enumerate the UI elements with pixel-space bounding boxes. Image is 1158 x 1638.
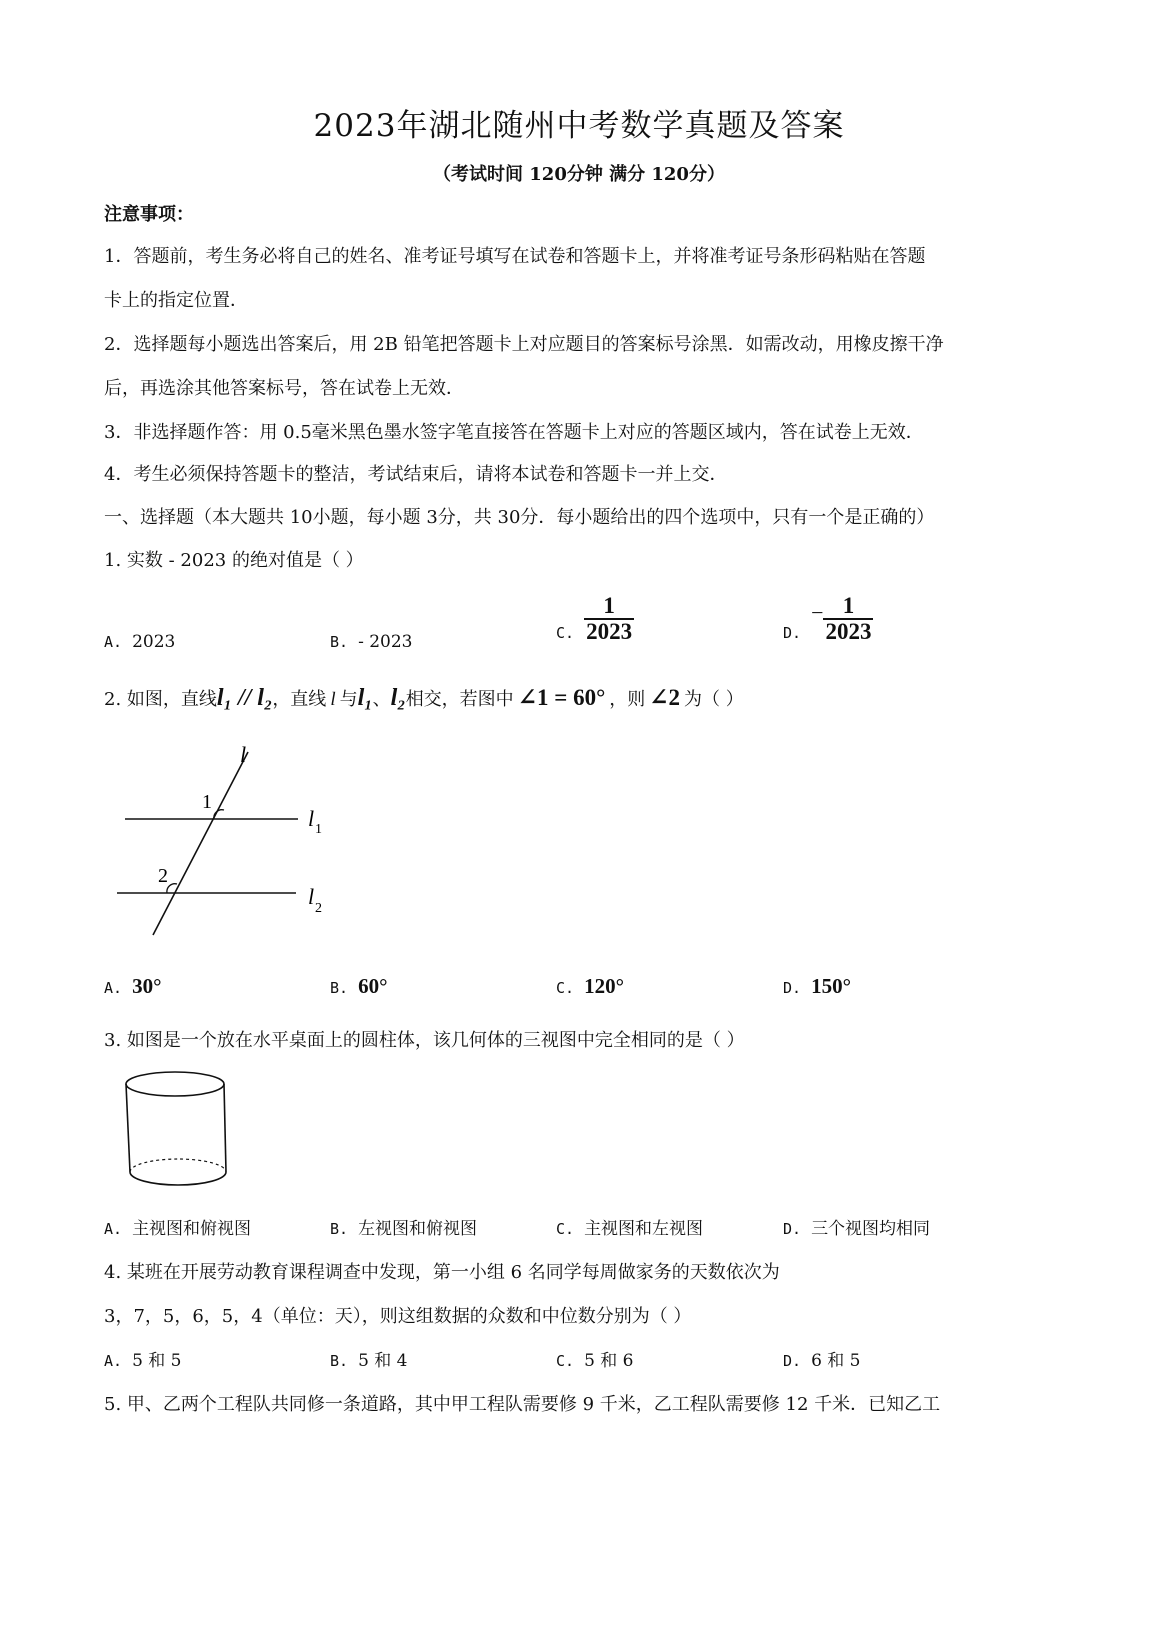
- transversal-line: [153, 752, 248, 935]
- option-text: 左视图和俯视图: [358, 1219, 478, 1239]
- q2-option-d: [783, 974, 851, 999]
- q2-text: ，则: [609, 689, 646, 710]
- option-text: 主视图和俯视图: [132, 1219, 252, 1239]
- page-title: 2023年湖北随州中考数学真题及答案: [313, 108, 845, 144]
- option-text: 主视图和左视图: [584, 1219, 704, 1239]
- option-text: 5 和 6: [584, 1351, 634, 1371]
- option-label: A.: [104, 1220, 123, 1238]
- q1-option-c: [556, 594, 634, 644]
- q2-text: ，直线: [272, 689, 327, 710]
- parallel-expr: l₁ // l₂: [216, 685, 273, 711]
- q2-text: 相交，若图中: [405, 689, 514, 710]
- question-1-stem: 1. 实数 - 2023 的绝对值是（ ）: [104, 550, 364, 571]
- parallel-lines-figure: [100, 740, 360, 950]
- question-2-stem: [104, 684, 744, 712]
- question-4-stem-cont: 3，7，5，6，5，4（单位：天），则这组数据的众数和中位数分别为（ ）: [104, 1306, 692, 1327]
- q4-option-c: [556, 1346, 634, 1371]
- option-text: 三个视图均相同: [811, 1219, 931, 1239]
- cylinder-figure: [118, 1062, 238, 1202]
- line-l: l: [330, 689, 336, 710]
- label-l1-sub: 1: [315, 822, 322, 837]
- notice-item-2: 2．选择题每小题选出答案后，用 2B 铅笔把答题卡上对应题目的答案标号涂黑．如需改动，用橡皮擦干净: [104, 334, 944, 355]
- notice-item-3: 3．非选择题作答：用 0.5毫米黑色墨水签字笔直接答在答题卡上对应的答题区域内，答在试卷上无效．: [104, 422, 924, 443]
- option-text: 30°: [132, 974, 162, 998]
- option-label: C.: [556, 979, 575, 997]
- q2-option-c: [556, 974, 624, 999]
- option-text: - 2023: [358, 632, 413, 652]
- minus-sign: −: [811, 600, 824, 626]
- angle-label-2: 2: [158, 865, 168, 887]
- notice-item-4: 4．考生必须保持答题卡的整洁，考试结束后，请将本试卷和答题卡一并上交．: [104, 464, 728, 485]
- option-label: A.: [104, 633, 123, 651]
- cylinder-bottom-front: [130, 1172, 226, 1185]
- q2-text: 、: [372, 689, 391, 710]
- label-l2: l: [308, 884, 315, 909]
- q3-option-a: [104, 1214, 251, 1239]
- option-text: 5 和 4: [358, 1351, 408, 1371]
- option-text: 150°: [811, 974, 851, 998]
- angle-1-expr: ∠1 = 60°: [517, 685, 606, 710]
- label-l2-sub: 2: [315, 901, 322, 916]
- notice-item-1-cont: 卡上的指定位置．: [104, 290, 248, 311]
- q1-option-b: [330, 632, 412, 652]
- notice-heading: 注意事项：: [104, 204, 194, 225]
- option-text: 6 和 5: [811, 1351, 861, 1371]
- notice-item-1: 1．答题前，考生务必将自己的姓名、准考证号填写在试卷和答题卡上，并将准考证号条形码粘贴在答题: [104, 246, 926, 267]
- denominator: 2023: [825, 619, 872, 645]
- q2-text: 为（ ）: [684, 689, 744, 710]
- denominator: 2023: [586, 619, 633, 645]
- notice-item-2-cont: 后，再选涂其他答案标号，答在试卷上无效．: [104, 378, 464, 399]
- option-label: A.: [104, 979, 123, 997]
- option-text: 2023: [132, 632, 176, 652]
- cylinder-top: [126, 1072, 224, 1096]
- option-label: B.: [330, 979, 349, 997]
- q2-option-b: [330, 974, 387, 999]
- question-3-stem: 3. 如图是一个放在水平桌面上的圆柱体，该几何体的三视图中完全相同的是（ ）: [104, 1030, 745, 1051]
- option-label: C.: [556, 1352, 575, 1370]
- numerator: 1: [842, 593, 855, 618]
- option-label: B.: [330, 1220, 349, 1238]
- label-l: l: [240, 742, 247, 767]
- option-text: 5 和 5: [132, 1351, 182, 1371]
- option-label: D.: [783, 624, 802, 643]
- q1-option-a: [104, 632, 175, 652]
- line-l2: l₂: [390, 685, 406, 711]
- angle-2-expr: ∠2: [649, 685, 681, 710]
- question-4-stem: 4. 某班在开展劳动教育课程调查中发现，第一小组 6 名同学每周做家务的天数依次为: [104, 1262, 780, 1283]
- question-5-stem: 5. 甲、乙两个工程队共同修一条道路，其中甲工程队需要修 9 千米，乙工程队需要修 12 千米．已知乙工: [104, 1394, 941, 1415]
- label-l1: l: [308, 806, 315, 831]
- section-heading: 一、选择题（本大题共 10小题，每小题 3分，共 30分．每小题给出的四个选项中，只有一个是正确的）: [104, 507, 935, 528]
- q3-option-d: [783, 1214, 930, 1239]
- q2-option-a: [104, 974, 161, 999]
- fraction: [584, 594, 634, 644]
- q4-option-b: [330, 1346, 408, 1371]
- option-label: D.: [783, 1220, 802, 1238]
- option-label: D.: [783, 979, 802, 997]
- fraction: [823, 594, 873, 644]
- q1-option-d: [783, 594, 873, 644]
- angle-label-1: 1: [202, 791, 212, 813]
- option-label: A.: [104, 1352, 123, 1370]
- option-label: B.: [330, 633, 349, 651]
- q3-option-c: [556, 1214, 703, 1239]
- q2-text: 2. 如图，直线: [104, 689, 217, 710]
- q4-option-d: [783, 1346, 861, 1371]
- exam-info: （考试时间 120分钟 满分 120分）: [433, 164, 725, 185]
- line-l1: l₁: [357, 685, 373, 711]
- q2-text: 与: [339, 689, 358, 710]
- option-label: C.: [556, 624, 575, 643]
- option-label: C.: [556, 1220, 575, 1238]
- cylinder-right-side: [224, 1084, 226, 1172]
- q4-option-a: [104, 1346, 182, 1371]
- option-text: 120°: [584, 974, 624, 998]
- option-label: B.: [330, 1352, 349, 1370]
- option-label: D.: [783, 1352, 802, 1370]
- option-text: 60°: [358, 974, 388, 998]
- q3-option-b: [330, 1214, 477, 1239]
- cylinder-bottom-back: [130, 1159, 226, 1172]
- numerator: 1: [603, 593, 615, 618]
- cylinder-left-side: [126, 1084, 130, 1172]
